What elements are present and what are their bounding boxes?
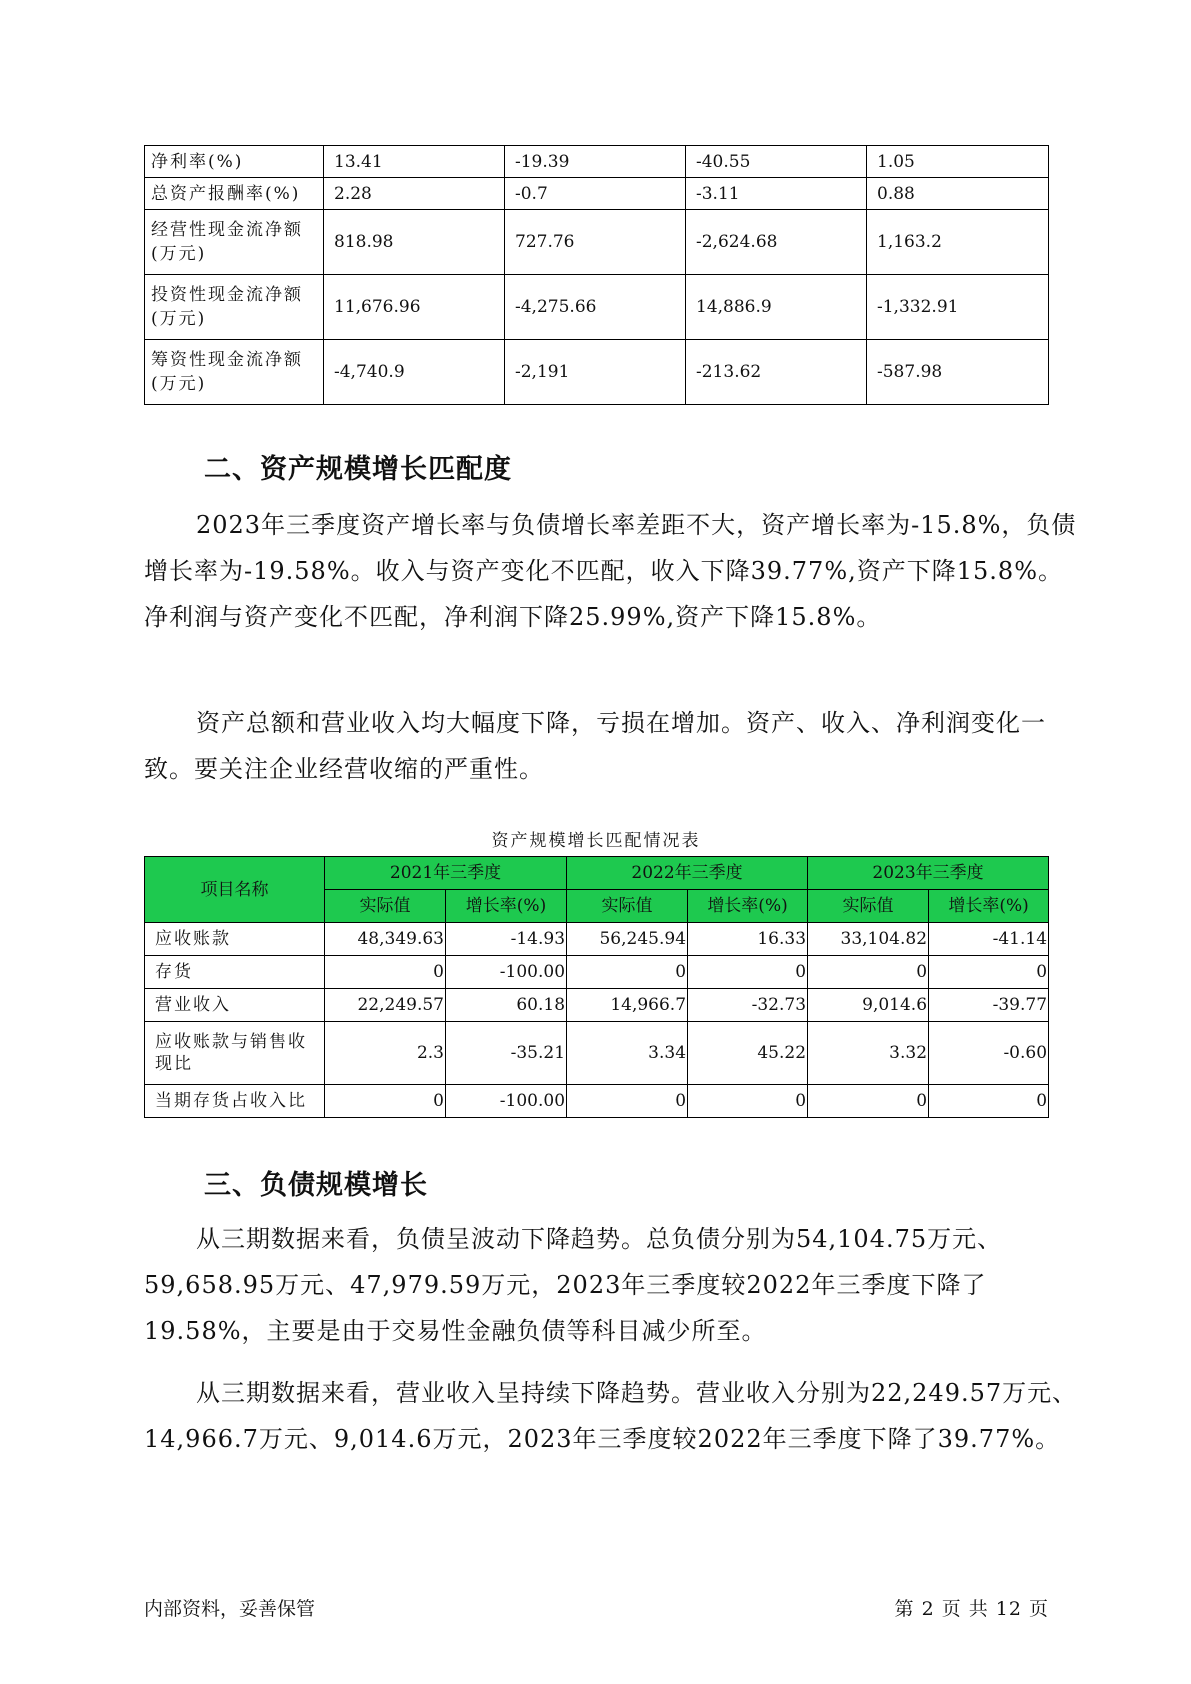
paragraph: 资产总额和营业收入均大幅度下降，亏损在增加。资产、收入、净利润变化一致。要关注企业经营收缩的严重性。 [144,709,1046,783]
table-cell: 3.34 [567,1022,688,1085]
table-cell: 16.33 [688,923,808,956]
asset-scale-match-table [144,856,1049,1118]
table-row [145,923,1049,956]
paragraph: 2023年三季度资产增长率与负债增长率差距不大，资产增长率为-15.8%，负债增长率为-19.58%。收入与资产变化不匹配，收入下降39.77%,资产下降15.8%。净利润与资产变化不匹配，净利润下降25.99%,资产下降15.8%。 [144,511,1077,631]
table-row [145,989,1049,1022]
table-cell: -4,740.9 [324,340,505,405]
table-cell: 1.05 [867,146,1049,178]
table-cell: -40.55 [686,146,867,178]
header-actual: 实际值 [325,890,446,923]
table-cell: 3.32 [808,1022,929,1085]
table-cell: 0 [325,1085,446,1118]
header-growth: 增长率(%) [929,890,1049,923]
table-cell: 56,245.94 [567,923,688,956]
header-growth: 增长率(%) [688,890,808,923]
table-row [145,340,1049,405]
table-cell: -1,332.91 [867,275,1049,340]
table-cell: -0.7 [505,178,686,210]
table-cell: 13.41 [324,146,505,178]
row-label: 筹资性现金流净额(万元) [145,340,324,405]
header-actual: 实际值 [808,890,929,923]
table-cell: 9,014.6 [808,989,929,1022]
table-cell: 1,163.2 [867,210,1049,275]
table-row [145,1085,1049,1118]
table-cell: 727.76 [505,210,686,275]
row-label: 应收账款与销售收现比 [145,1022,325,1085]
table-cell: -2,191 [505,340,686,405]
table-cell: -0.60 [929,1022,1049,1085]
table-cell: -39.77 [929,989,1049,1022]
table-cell: 2.28 [324,178,505,210]
table-cell: -32.73 [688,989,808,1022]
table-header-row [145,857,1049,890]
table-row [145,956,1049,989]
row-label: 净利率(%) [145,146,324,178]
table-cell: 14,966.7 [567,989,688,1022]
table-cell: 0 [567,1085,688,1118]
table-cell: 0 [808,1085,929,1118]
table-cell: 11,676.96 [324,275,505,340]
table-cell: 2.3 [325,1022,446,1085]
table-cell: 0.88 [867,178,1049,210]
table-cell: -19.39 [505,146,686,178]
financial-indicators-table [144,145,1049,405]
row-label: 营业收入 [145,989,325,1022]
table-cell: 0 [808,956,929,989]
table-cell: -3.11 [686,178,867,210]
table-cell: 45.22 [688,1022,808,1085]
paragraph: 从三期数据来看，负债呈波动下降趋势。总负债分别为54,104.75万元、59,658.95万元、47,979.59万元，2023年三季度较2022年三季度下降了19.58%，主要是由于交易性金融负债等科目减少所至。 [144,1225,1003,1345]
table-cell: 0 [929,956,1049,989]
header-item-name: 项目名称 [145,857,325,923]
row-label: 当期存货占收入比 [145,1085,325,1118]
table-cell: 0 [688,1085,808,1118]
header-period: 2022年三季度 [567,857,808,890]
row-label: 存货 [145,956,325,989]
table-cell: 0 [929,1085,1049,1118]
table-cell: -100.00 [446,956,567,989]
table-cell: 0 [325,956,446,989]
table-cell: 0 [688,956,808,989]
row-label: 投资性现金流净额(万元) [145,275,324,340]
table-cell: 60.18 [446,989,567,1022]
table-cell: -4,275.66 [505,275,686,340]
section-heading-asset-scale: 二、资产规模增长匹配度 [204,454,512,485]
table-row [145,178,1049,210]
table-row [145,275,1049,340]
paragraph: 从三期数据来看，营业收入呈持续下降趋势。营业收入分别为22,249.57万元、14,966.7万元、9,014.6万元，2023年三季度较2022年三季度下降了39.77%。 [144,1379,1078,1453]
header-period: 2021年三季度 [325,857,567,890]
header-period: 2023年三季度 [808,857,1049,890]
table-cell: 818.98 [324,210,505,275]
table-cell: 14,886.9 [686,275,867,340]
row-label: 经营性现金流净额(万元) [145,210,324,275]
table-cell: -100.00 [446,1085,567,1118]
table-cell: -587.98 [867,340,1049,405]
table-cell: 22,249.57 [325,989,446,1022]
page-number: 第 2 页 共 12 页 [894,1598,1049,1620]
table-cell: 0 [567,956,688,989]
table-cell: -213.62 [686,340,867,405]
footer-confidential-note: 内部资料，妥善保管 [144,1598,316,1620]
table-row [145,1022,1049,1085]
row-label: 应收账款 [145,923,325,956]
table-cell: -35.21 [446,1022,567,1085]
table-cell: -14.93 [446,923,567,956]
table-cell: -41.14 [929,923,1049,956]
table-cell: 48,349.63 [325,923,446,956]
row-label: 总资产报酬率(%) [145,178,324,210]
header-actual: 实际值 [567,890,688,923]
section-heading-liability-scale: 三、负债规模增长 [204,1170,428,1201]
table-cell: 33,104.82 [808,923,929,956]
header-growth: 增长率(%) [446,890,567,923]
table-row [145,210,1049,275]
table-caption: 资产规模增长匹配情况表 [491,831,701,851]
table-row [145,146,1049,178]
table-cell: -2,624.68 [686,210,867,275]
